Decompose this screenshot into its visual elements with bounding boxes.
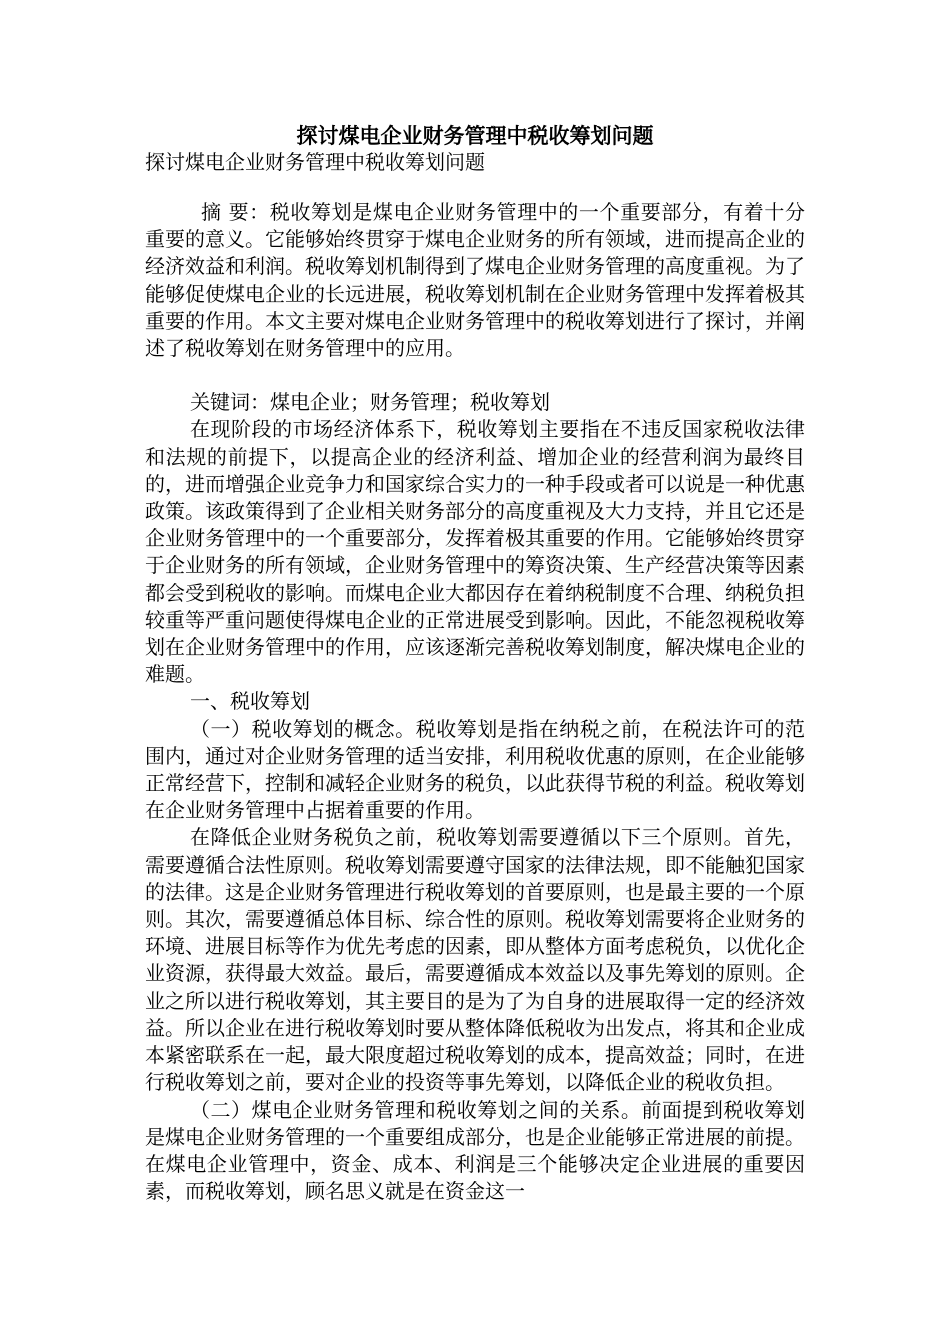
paragraph-gap: [145, 362, 805, 389]
document-body: [145, 199, 805, 1205]
document-subtitle: 探讨煤电企业财务管理中税收筹划问题: [145, 150, 485, 174]
section-heading: 一、税收筹划: [190, 689, 310, 714]
abstract-paragraph: 摘 要：税收筹划是煤电企业财务管理中的一个重要部分，有着十分重要的意义。它能够始终贯穿于煤电企业财务的所有领域，进而提高企业的经济效益和利润。税收筹划机制得到了煤电企业财务管理的高度重视。为了能够促使煤电企业的长远进展，税收筹划机制在企业财务管理中发挥着极其重要的作用。本文主要对煤电企业财务管理中的税收筹划进行了探讨，并阐述了税收筹划在财务管理中的应用。: [145, 200, 805, 361]
keywords-paragraph: 关键词：煤电企业；财务管理；税收筹划: [190, 390, 550, 415]
subsection-concept-paragraph: （一）税收筹划的概念。税收筹划是指在纳税之前，在税法许可的范围内，通过对企业财务管理的适当安排，利用税收优惠的原则，在企业能够正常经营下，控制和减轻企业财务的税负，以此获得节税的利益。税收筹划在企业财务管理中占据着重要的作用。: [145, 716, 805, 823]
subsection-relationship-paragraph: （二）煤电企业财务管理和税收筹划之间的关系。前面提到税收筹划是煤电企业财务管理的一个重要组成部分，也是企业能够正常进展的前提。在煤电企业管理中，资金、成本、利润是三个能够决定企业进展的重要因素，而税收筹划，顾名思义就是在资金这一: [145, 1097, 805, 1204]
document-title: 探讨煤电企业财务管理中税收筹划问题: [296, 123, 654, 148]
principles-paragraph: 在降低企业财务税负之前，税收筹划需要遵循以下三个原则。首先，需要遵循合法性原则。税收筹划需要遵守国家的法律法规，即不能触犯国家的法律。这是企业财务管理进行税收筹划的首要原则，也是最主要的一个原则。其次，需要遵循总体目标、综合性的原则。税收筹划需要将企业财务的环境、进展目标等作为优先考虑的因素，即从整体方面考虑税负，以优化企业资源，获得最大效益。最后，需要遵循成本效益以及事先筹划的原则。企业之所以进行税收筹划，其主要目的是为了为自身的进展取得一定的经济效益。所以企业在进行税收筹划时要从整体降低税收为出发点，将其和企业成本紧密联系在一起，最大限度超过税收筹划的成本，提高效益；同时，在进行税收筹划之前，要对企业的投资等事先筹划，以降低企业的税收负担。: [145, 825, 805, 1095]
intro-paragraph: 在现阶段的市场经济体系下，税收筹划主要指在不违反国家税收法律和法规的前提下，以提高企业的经济利益、增加企业的经营利润为最终目的，进而增强企业竞争力和国家综合实力的一种手段或者可以说是一种优惠政策。该政策得到了企业相关财务部分的高度重视及大力支持，并且它还是企业财务管理中的一个重要部分，发挥着极其重要的作用。它能够始终贯穿于企业财务的所有领域，企业财务管理中的筹资决策、生产经营决策等因素都会受到税收的影响。而煤电企业大都因存在着纳税制度不合理、纳税负担较重等严重问题使得煤电企业的正常进展受到影响。因此，不能忽视税收筹划在企业财务管理中的作用，应该逐渐完善税收筹划制度，解决煤电企业的难题。: [145, 417, 805, 687]
